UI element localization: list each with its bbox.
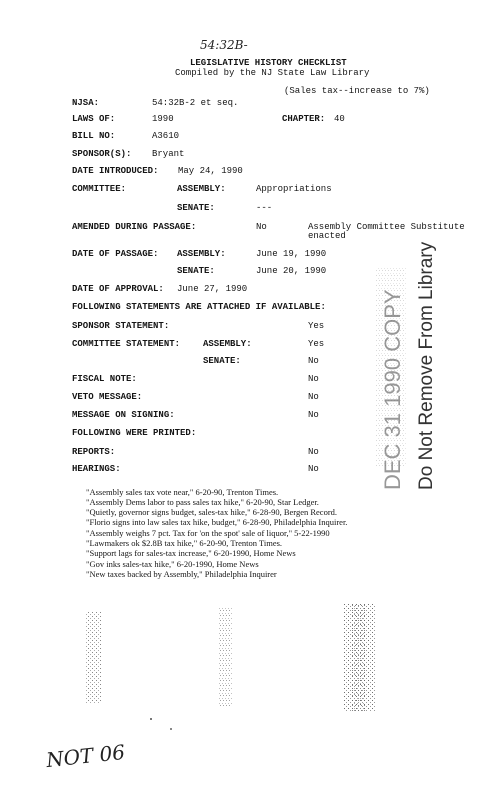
sponsor-statement-label: SPONSOR STATEMENT: bbox=[72, 321, 170, 331]
cs-assembly-value: Yes bbox=[308, 339, 325, 349]
hearings-value: No bbox=[308, 464, 319, 474]
citation-item: "Assembly sales tax vote near," 6-20-90, Trenton Times. bbox=[86, 487, 279, 497]
nsa-label: NJSA: bbox=[72, 98, 100, 108]
veto-message-value: No bbox=[308, 392, 319, 402]
committee-senate-value: --- bbox=[256, 203, 273, 213]
chapter-label: CHAPTER: bbox=[282, 114, 326, 124]
passage-label: DATE OF PASSAGE: bbox=[72, 249, 159, 259]
passage-assembly-label: ASSEMBLY: bbox=[177, 249, 226, 259]
sponsor-label: SPONSOR(S): bbox=[72, 149, 132, 159]
cs-assembly-label: ASSEMBLY: bbox=[203, 339, 252, 349]
handwritten-statute-note: 54:32B- bbox=[200, 38, 248, 52]
cs-senate-value: No bbox=[308, 356, 319, 366]
amended-label: AMENDED DURING PASSAGE: bbox=[72, 222, 197, 232]
citation-item: "Lawmakers ok $2.8B tax hike," 6-20-90, Trenton Times. bbox=[86, 538, 283, 548]
fiscal-note-value: No bbox=[308, 374, 319, 384]
citation-item: "Quietly, governor signs budget, sales-tax hike," 6-28-90, Bergen Record. bbox=[86, 507, 338, 517]
citation-item: "Assembly Dems labor to pass sales tax hike," 6-20-90, Star Ledger. bbox=[86, 497, 319, 507]
page-title: LEGISLATIVE HISTORY CHECKLIST bbox=[190, 58, 347, 68]
page-subtitle: Compiled by the NJ State Law Library bbox=[175, 68, 370, 78]
laws-value: 1990 bbox=[152, 114, 174, 124]
veto-message-label: VETO MESSAGE: bbox=[72, 392, 143, 402]
reports-label: REPORTS: bbox=[72, 447, 116, 457]
hearings-label: HEARINGS: bbox=[72, 464, 121, 474]
citation-item: "Florio signs into law sales tax hike, budget," 6-28-90, Philadelphia Inquirer. bbox=[86, 517, 348, 527]
sponsor-statement-value: Yes bbox=[308, 321, 325, 331]
citation-item: "New taxes backed by Assembly," Philadelphia Inquirer bbox=[86, 569, 277, 579]
bill-value: A3610 bbox=[152, 131, 180, 141]
signing-message-value: No bbox=[308, 410, 319, 420]
signing-message-label: MESSAGE ON SIGNING: bbox=[72, 410, 175, 420]
fiscal-note-label: FISCAL NOTE: bbox=[72, 374, 137, 384]
stamp-line-1: DEC 31 1990 COPY bbox=[380, 289, 405, 490]
passage-assembly-value: June 19, 1990 bbox=[256, 249, 327, 259]
amended-note-line1: Assembly Committee Substitute bbox=[308, 222, 465, 232]
printed-heading: FOLLOWING WERE PRINTED: bbox=[72, 428, 197, 438]
date-introduced-label: DATE INTRODUCED: bbox=[72, 166, 159, 176]
citation-item: "Assembly weighs 7 pct. Tax for 'on the spot' sale of liquor," 5-22-1990 bbox=[86, 528, 330, 538]
date-introduced-value: May 24, 1990 bbox=[178, 166, 243, 176]
bill-label: BILL NO: bbox=[72, 131, 116, 141]
subject-note: (Sales tax--increase to 7%) bbox=[284, 86, 430, 96]
nsa-value: 54:32B-2 et seq. bbox=[152, 98, 239, 108]
chapter-value: 40 bbox=[334, 114, 345, 124]
stamp-line-2: Do Not Remove From Library bbox=[416, 241, 437, 490]
committee-label: COMMITTEE: bbox=[72, 184, 127, 194]
approval-value: June 27, 1990 bbox=[177, 284, 248, 294]
committee-assembly-value: Appropriations bbox=[256, 184, 332, 194]
passage-senate-value: June 20, 1990 bbox=[256, 266, 327, 276]
reports-value: No bbox=[308, 447, 319, 457]
committee-statement-label: COMMITTEE STATEMENT: bbox=[72, 339, 181, 349]
passage-senate-label: SENATE: bbox=[177, 266, 215, 276]
amended-note-line2: enacted bbox=[308, 231, 346, 241]
cs-senate-label: SENATE: bbox=[203, 356, 241, 366]
citation-item: "Support lags for sales-tax increase," 6-20-1990, Home News bbox=[86, 548, 296, 558]
committee-senate-label: SENATE: bbox=[177, 203, 215, 213]
sponsor-value: Bryant bbox=[152, 149, 185, 159]
handwritten-bottom-note: NOT 06 bbox=[44, 739, 127, 773]
approval-label: DATE OF APPROVAL: bbox=[72, 284, 164, 294]
amended-value: No bbox=[256, 222, 267, 232]
laws-label: LAWS OF: bbox=[72, 114, 116, 124]
committee-assembly-label: ASSEMBLY: bbox=[177, 184, 226, 194]
attached-heading: FOLLOWING STATEMENTS ARE ATTACHED IF AVAILABLE: bbox=[72, 302, 326, 312]
citation-item: "Gov inks sales-tax hike," 6-20-1990, Home News bbox=[86, 559, 259, 569]
